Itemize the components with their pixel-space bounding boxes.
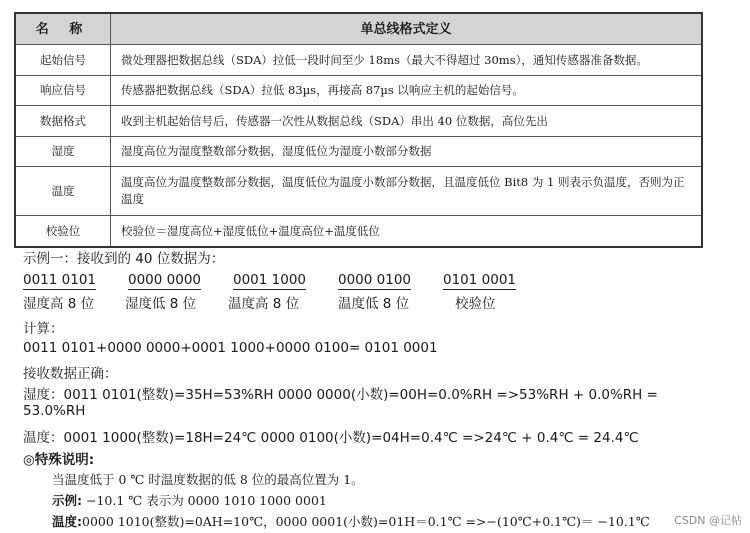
table-row xyxy=(15,167,702,216)
table-row xyxy=(15,76,702,106)
row-definition: 收到主机起始信号后，传感器一次性从数据总线（SDA）串出 40 位数据，高位先出 xyxy=(111,106,703,137)
bit-group-humidity-high: 0011 0101 xyxy=(23,272,97,288)
example-title: 示例一：接收到的 40 位数据为： xyxy=(23,251,225,267)
bit-group-temperature-high: 0001 1000 xyxy=(233,272,307,288)
bit-label-humidity-low: 湿度低 8 位 xyxy=(125,296,197,312)
bit-label-temperature-low: 温度低 8 位 xyxy=(338,296,410,312)
bit-group-temperature-low: 0000 0100 xyxy=(338,272,412,288)
calc-label: 计算： xyxy=(23,321,64,337)
row-name: 温度 xyxy=(15,167,111,216)
table-row xyxy=(15,106,702,137)
table-row xyxy=(15,137,702,167)
row-definition: 校验位＝湿度高位+湿度低位+温度高位+温度低位 xyxy=(111,216,703,248)
special-temperature-label: 温度: xyxy=(52,514,82,529)
csdn-watermark: CSDN @记帖 xyxy=(674,514,742,527)
temperature-calc-line: 温度：0001 1000(整数)=18H=24℃ 0000 0100(小数)=04H=0.4℃ =>24℃ + 0.4℃ = 24.4℃ xyxy=(23,430,639,446)
bit-label-humidity-high: 湿度高 8 位 xyxy=(23,296,95,312)
row-definition: 温度高位为温度整数部分数据，温度低位为温度小数部分数据，且温度低位 Bit8 为 1 则表示负温度，否则为正温度 xyxy=(111,167,703,216)
row-name: 数据格式 xyxy=(15,106,111,137)
humidity-calc-line1: 湿度：0011 0101(整数)=35H=53%RH 0000 0000(小数)=00H=0.0%RH =>53%RH + 0.0%RH = xyxy=(23,387,658,403)
bit-group-checksum: 0101 0001 xyxy=(443,272,517,288)
bit-label-temperature-high: 温度高 8 位 xyxy=(228,296,300,312)
row-name: 湿度 xyxy=(15,137,111,167)
bit-group-humidity-low: 0000 0000 xyxy=(128,272,202,288)
special-example-text: −10.1 ℃ 表示为 0000 1010 1000 0001 xyxy=(82,493,327,508)
special-example-label: 示例: xyxy=(52,493,82,508)
header-name: 名 称 xyxy=(15,13,111,45)
table-row xyxy=(15,45,702,76)
special-temperature-line xyxy=(52,512,650,530)
correct-label: 接收数据正确： xyxy=(23,366,118,382)
special-temperature-text: 0000 1010(整数)=0AH=10℃，0000 0001(小数)=01H＝0.1℃ =>−(10℃+0.1℃)＝ −10.1℃ xyxy=(82,514,650,529)
humidity-calc-line2: 53.0%RH xyxy=(23,403,86,419)
row-definition: 湿度高位为湿度整数部分数据，湿度低位为湿度小数部分数据 xyxy=(111,137,703,167)
row-name: 响应信号 xyxy=(15,76,111,106)
table-header-row xyxy=(15,13,702,45)
row-definition: 传感器把数据总线（SDA）拉低 83µs，再接高 87µs 以响应主机的起始信号。 xyxy=(111,76,703,106)
format-definition-table xyxy=(14,12,703,248)
header-definition: 单总线格式定义 xyxy=(111,13,703,45)
special-note-line: 当温度低于 0 ℃ 时温度数据的低 8 位的最高位置为 1。 xyxy=(52,472,364,487)
row-name: 校验位 xyxy=(15,216,111,248)
row-name: 起始信号 xyxy=(15,45,111,76)
bit-label-checksum: 校验位 xyxy=(455,296,496,312)
special-note-title: ◎特殊说明: xyxy=(23,452,95,468)
row-definition: 微处理器把数据总线（SDA）拉低一段时间至少 18ms（最大不得超过 30ms），通知传感器准备数据。 xyxy=(111,45,703,76)
table-row xyxy=(15,216,702,248)
calc-expression: 0011 0101+0000 0000+0001 1000+0000 0100= 0101 0001 xyxy=(23,340,438,356)
special-example-line xyxy=(52,491,327,509)
